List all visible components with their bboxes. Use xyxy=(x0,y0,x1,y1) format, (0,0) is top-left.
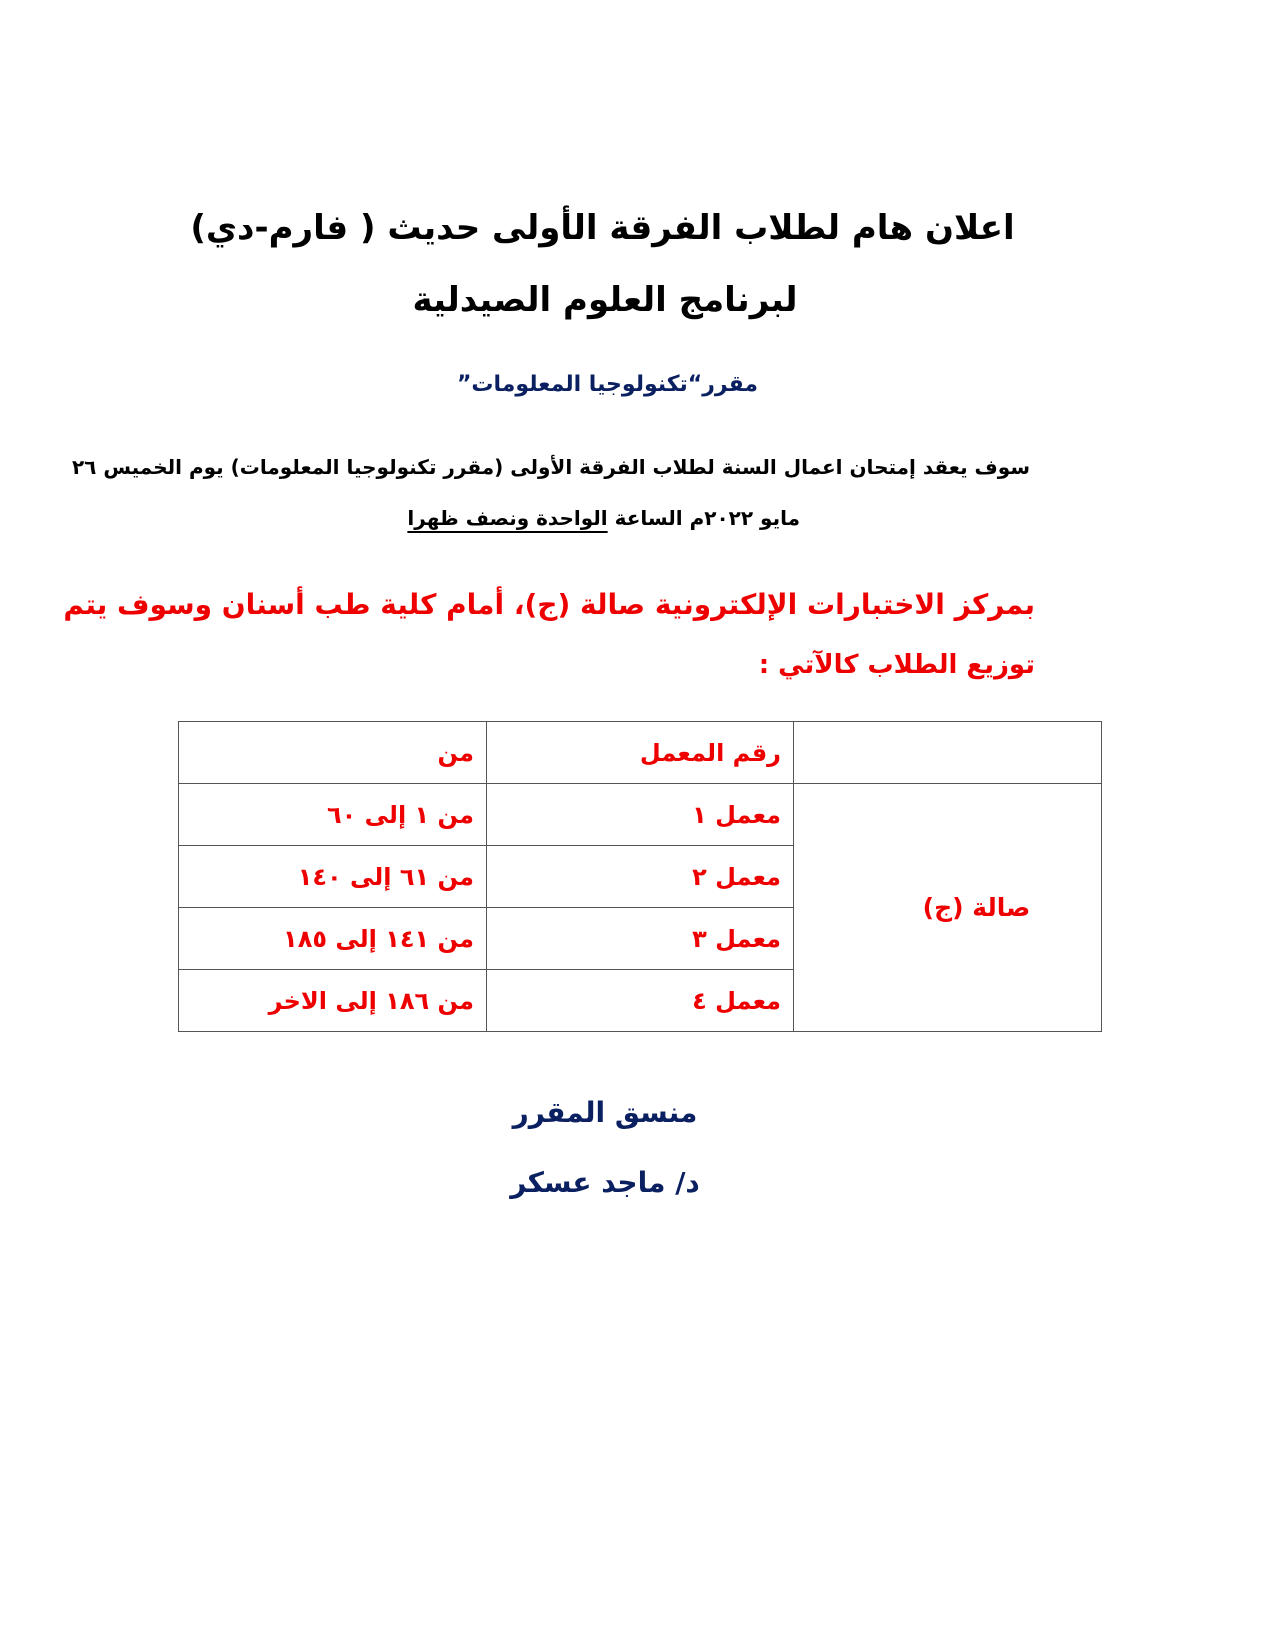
lab-cell: معمل ٣ xyxy=(487,908,794,970)
header-range: من xyxy=(179,722,487,784)
exam-date-text: مايو ٢٠٢٢م الساعة xyxy=(607,506,800,530)
table-header-row xyxy=(179,722,1102,784)
exam-announcement-line1: سوف يعقد إمتحان اعمال السنة لطلاب الفرقة الأولى (مقرر تكنولوجيا المعلومات) يوم الخميس ٢٦ xyxy=(71,455,1030,479)
range-cell: من ١ إلى ٦٠ xyxy=(179,784,487,846)
announcement-title: اعلان هام لطلاب الفرقة الأولى حديث ( فارم-دي) xyxy=(190,208,1015,248)
table-row xyxy=(179,784,1102,846)
hall-cell: صالة (ج) xyxy=(794,784,1102,1032)
exam-location-line1: بمركز الاختبارات الإلكترونية صالة (ج)، أمام كلية طب أسنان وسوف يتم xyxy=(63,588,1035,621)
range-cell: من ١٤١ إلى ١٨٥ xyxy=(179,908,487,970)
lab-cell: معمل ٤ xyxy=(487,970,794,1032)
lab-cell: معمل ١ xyxy=(487,784,794,846)
header-lab-number: رقم المعمل xyxy=(487,722,794,784)
signature-role: منسق المقرر xyxy=(512,1096,698,1129)
range-cell: من ١٨٦ إلى الاخر xyxy=(179,970,487,1032)
exam-time-text: الواحدة ونصف ظهرا xyxy=(407,506,608,530)
student-distribution-table xyxy=(178,721,1102,1032)
header-hall-cell xyxy=(794,722,1102,784)
program-title: لبرنامج العلوم الصيدلية xyxy=(412,280,798,320)
exam-location-line2: توزيع الطلاب كالآتي : xyxy=(758,650,1035,680)
course-title: مقرر“تكنولوجيا المعلومات” xyxy=(456,372,759,397)
range-cell: من ٦١ إلى ١٤٠ xyxy=(179,846,487,908)
lab-cell: معمل ٢ xyxy=(487,846,794,908)
signature-name: د/ ماجد عسكر xyxy=(510,1166,700,1199)
exam-announcement-line2 xyxy=(407,506,800,530)
